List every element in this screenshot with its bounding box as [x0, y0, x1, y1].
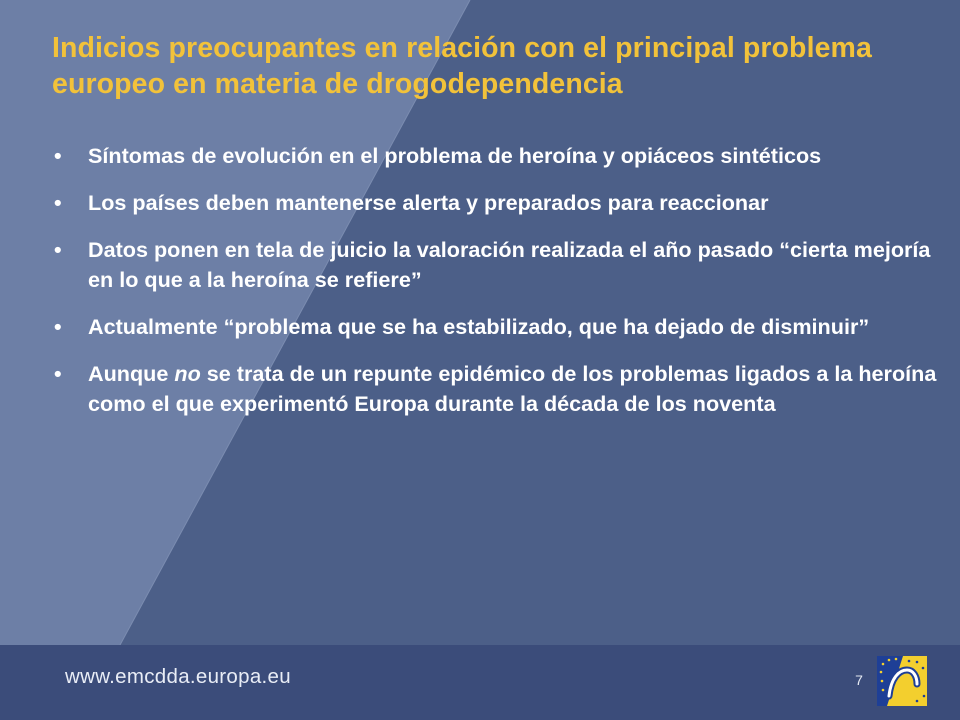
bullet-list — [52, 141, 942, 419]
bullet-text: Los países deben mantenerse alerta y preparados para reaccionar — [88, 190, 769, 215]
bullet-dot: • — [54, 190, 62, 215]
bullet-dot: • — [54, 361, 62, 386]
bullet-item — [52, 235, 942, 295]
emphasis-text: no — [174, 361, 201, 386]
emcdda-logo-icon — [877, 656, 927, 706]
bullet-item — [52, 141, 942, 171]
bullet-text: Síntomas de evolución en el problema de heroína y opiáceos sintéticos — [88, 143, 822, 168]
bullet-text: Datos ponen en tela de juicio la valoración realizada el año pasado “cierta mejoría en lo que a la heroína se refiere” — [88, 237, 931, 292]
bullet-text: se trata de un repunte epidémico de los problemas ligados a la heroína como el que experimentó Europa durante la década de los noventa — [88, 361, 937, 416]
bullet-dot: • — [54, 143, 62, 168]
bullet-dot: • — [54, 314, 62, 339]
bullet-text: Actualmente “problema que se ha estabilizado, que ha dejado de disminuir” — [88, 314, 870, 339]
bullet-item — [52, 312, 942, 342]
slide-title: Indicios preocupantes en relación con el principal problema europeo en materia de drogodependencia — [52, 32, 872, 100]
footer-url[interactable]: www.emcdda.europa.eu — [65, 665, 291, 688]
bullet-item — [52, 188, 942, 218]
bullet-item — [52, 359, 942, 419]
bullet-text: Aunque — [88, 361, 175, 386]
page-number: 7 — [855, 672, 863, 688]
bullet-dot: • — [54, 237, 62, 262]
